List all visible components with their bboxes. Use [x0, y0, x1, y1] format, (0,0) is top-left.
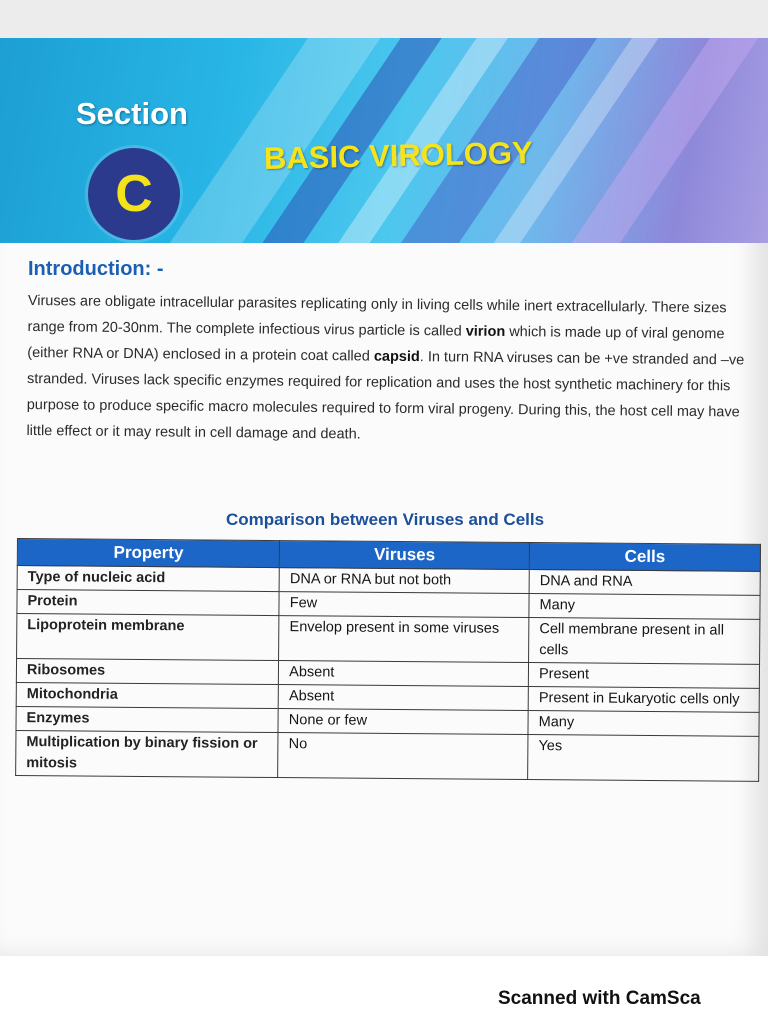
cell-cell: Many	[528, 711, 759, 737]
property-cell: Lipoprotein membrane	[17, 614, 280, 661]
term-capsid: capsid	[373, 348, 420, 366]
term-virion: virion	[465, 323, 506, 340]
property-cell: Multiplication by binary fission or mitosis	[16, 730, 279, 777]
section-label: Section	[76, 96, 188, 131]
intro-heading: Introduction: -	[28, 258, 164, 280]
header-viruses: Viruses	[280, 541, 530, 570]
chapter-title: BASIC VIROLOGY	[263, 134, 534, 177]
virus-cell: Envelop present in some viruses	[279, 616, 529, 663]
property-cell: Ribosomes	[16, 659, 278, 685]
cell-cell: Cell membrane present in all cells	[529, 618, 760, 665]
virus-cell: Absent	[278, 685, 528, 711]
property-cell: Type of nucleic acid	[17, 566, 279, 592]
header-cells: Cells	[529, 543, 760, 572]
virus-cell: Absent	[279, 661, 529, 687]
cell-cell: Yes	[528, 735, 759, 782]
virus-cell: DNA or RNA but not both	[279, 568, 529, 594]
virus-cell: No	[278, 733, 528, 780]
cell-cell: Present in Eukaryotic cells only	[528, 687, 759, 713]
scanned-page	[0, 38, 768, 956]
scanner-watermark: Scanned with CamSca	[498, 988, 701, 1009]
cell-cell: Many	[529, 594, 760, 620]
table-row	[16, 730, 759, 781]
comparison-table	[15, 538, 761, 782]
property-cell: Mitochondria	[16, 682, 278, 708]
property-cell: Enzymes	[16, 706, 278, 732]
section-banner	[0, 38, 768, 243]
intro-paragraph	[26, 288, 748, 452]
property-cell: Protein	[17, 590, 279, 616]
virus-cell: None or few	[278, 709, 528, 735]
intro-text: which is made up of viral genome (either RNA or DNA) enclosed in a protein coat called	[27, 324, 725, 365]
section-badge	[88, 148, 180, 240]
header-property: Property	[17, 539, 279, 568]
table-title: Comparison between Viruses and Cells	[226, 510, 545, 529]
cell-cell: DNA and RNA	[529, 570, 760, 596]
intro-text: . In turn RNA viruses can be +ve stranded and –ve stranded. Viruses lack specific enzymes required for replication and uses the host synthetic machinery for this purpose to produce specific macro molecules required to form viral progeny. During this, the host cell may have little effect or it may result in cell damage and death.	[26, 349, 745, 443]
cell-cell: Present	[528, 663, 759, 689]
table-row	[17, 614, 760, 665]
virus-cell: Few	[279, 592, 529, 618]
section-letter: C	[115, 165, 153, 223]
intro-text: Viruses are obligate intracellular parasites replicating only in living cells while inert extracellularly. There sizes range from 20-30nm. The complete infectious virus particle is called	[27, 292, 727, 340]
